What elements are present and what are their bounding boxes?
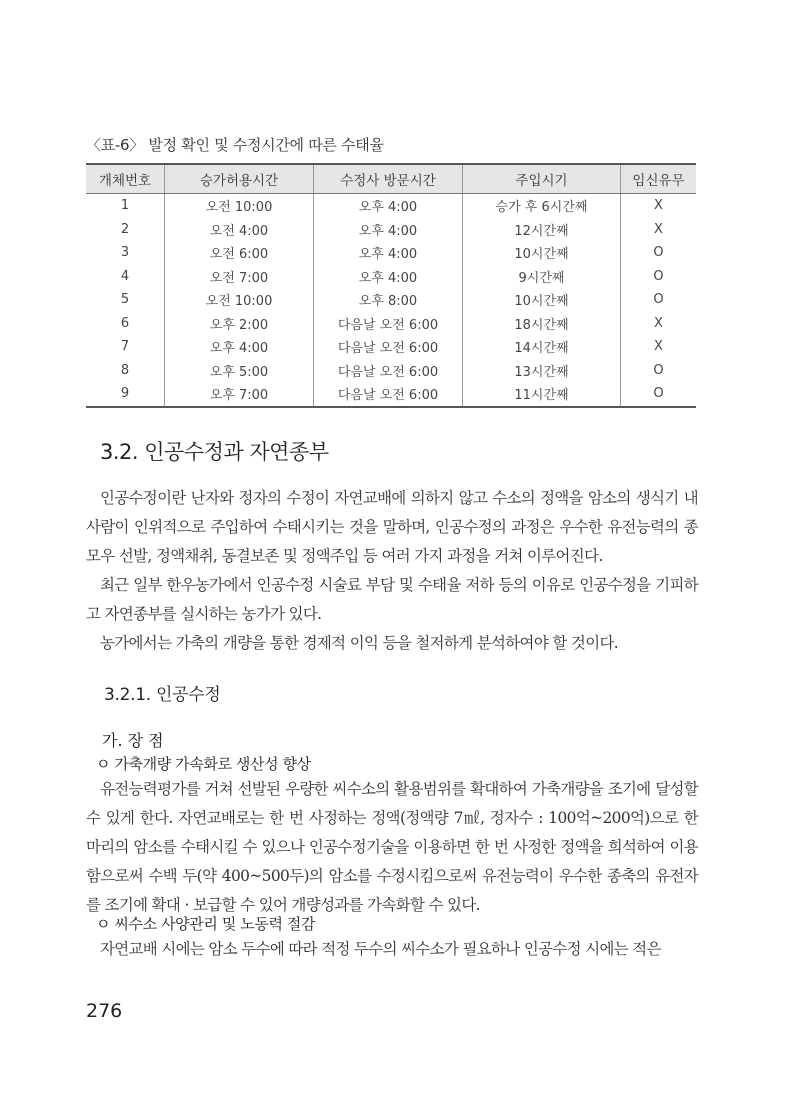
table-cell: 11시간째	[463, 382, 621, 407]
table-cell: X	[621, 194, 697, 218]
table-cell: 13시간째	[463, 359, 621, 383]
table-cell: O	[621, 382, 697, 407]
subsection-heading: 3.2.1. 인공수정	[104, 685, 221, 705]
table-cell: X	[621, 312, 697, 336]
table-cell: O	[621, 241, 697, 265]
col-header: 임신유무	[621, 164, 697, 194]
col-header: 개체번호	[86, 164, 165, 194]
table-cell: 오전 7:00	[165, 265, 314, 289]
paragraph-labor: 자연교배 시에는 암소 두수에 따라 적정 두수의 씨수소가 필요하나 인공수정 시에는 적은	[100, 940, 661, 958]
advantages-heading: 가. 장 점	[102, 731, 164, 750]
section-heading: 3.2. 인공수정과 자연종부	[100, 440, 329, 464]
table-cell: 10시간째	[463, 241, 621, 265]
col-header: 승가허용시간	[165, 164, 314, 194]
table-cell: 2	[120, 221, 130, 237]
table-cell: 오후 7:00	[165, 382, 314, 407]
table-cell: 4	[120, 268, 130, 284]
table-cell: 6	[120, 315, 130, 331]
table-cell: O	[621, 288, 697, 312]
table-cell: 다음날 오전 6:00	[314, 382, 463, 407]
table-cell: 오후 4:00	[314, 218, 463, 242]
table-cell: 7	[120, 339, 130, 355]
table-cell: 오전 6:00	[165, 241, 314, 265]
paragraph-definition: 인공수정이란 난자와 정자의 수정이 자연교배에 의하지 않고 수소의 정액을 암소의 생식기 내 사람이 인위적으로 주입하여 수태시키는 것을 말하며, 인공수정의 과정은 우수한 유전능력의 종모우 선발, 정액채취, 동결보존 및 정액주입 등 여러 가지 과정을 거쳐 이루어진다.	[86, 489, 698, 565]
table-row	[86, 194, 696, 218]
table-cell: 승가 후 6시간째	[463, 194, 621, 218]
paragraph-analysis: 농가에서는 가축의 개량을 통한 경제적 이익 등을 철저하게 분석하여야 할 것이다.	[100, 634, 619, 652]
table-header-row	[86, 164, 696, 194]
table-cell: O	[621, 359, 697, 383]
table-cell: X	[621, 335, 697, 359]
paragraph-productivity: 유전능력평가를 거쳐 선발된 우량한 씨수소의 활용범위를 확대하여 가축개량을 조기에 달성할 수 있게 한다. 자연교배로는 한 번 사정하는 정액(정액량 7㎖, 정자수 : 100억~200억)으로 한 마리의 암소를 수태시킬 수 있으나 인공수정기술을 이용하면 한 번 사정한 정액을 희석하여 이용함으로써 수백 두(약 400~500두)의 암소를 수정시킴으로써 유전능력이 우수한 종축의 유전자를 조기에 확대 · 보급할 수 있어 개량성과를 가속화할 수 있다.	[86, 780, 698, 914]
table-cell: 오후 4:00	[314, 241, 463, 265]
table-cell: 9	[120, 386, 130, 402]
table-cell: 1	[120, 198, 130, 214]
bullet-heading-labor: ㅇ 씨수소 사양관리 및 노동력 절감	[96, 915, 316, 933]
conception-rate-table	[86, 163, 696, 408]
table-cell: 3	[120, 245, 130, 261]
table-row	[86, 241, 696, 265]
table-cell: O	[621, 265, 697, 289]
paragraph-recent: 최근 일부 한우농가에서 인공수정 시술료 부담 및 수태율 저하 등의 이유로 인공수정을 기피하고 자연종부를 실시하는 농가가 있다.	[86, 576, 698, 623]
table-cell: 오후 4:00	[314, 265, 463, 289]
table-cell: 14시간째	[463, 335, 621, 359]
table-row	[86, 312, 696, 336]
table-cell: 다음날 오전 6:00	[314, 312, 463, 336]
table-cell: 오후 8:00	[314, 288, 463, 312]
table-row	[86, 382, 696, 407]
page-number: 276	[86, 1000, 123, 1022]
table-cell: 12시간째	[463, 218, 621, 242]
table-cell: 9시간째	[463, 265, 621, 289]
table-row	[86, 288, 696, 312]
table-cell: 5	[120, 292, 130, 308]
table-cell: 오전 10:00	[165, 194, 314, 218]
table-row	[86, 218, 696, 242]
table-cell: 18시간째	[463, 312, 621, 336]
table-cell: 오후 2:00	[165, 312, 314, 336]
table-row	[86, 359, 696, 383]
table-cell: 오후 5:00	[165, 359, 314, 383]
table-cell: X	[621, 218, 697, 242]
table-cell: 다음날 오전 6:00	[314, 359, 463, 383]
col-header: 주입시기	[463, 164, 621, 194]
table-cell: 오후 4:00	[165, 335, 314, 359]
table-cell: 다음날 오전 6:00	[314, 335, 463, 359]
table-cell: 10시간째	[463, 288, 621, 312]
table-caption: 〈표-6〉 발정 확인 및 수정시간에 따른 수태율	[86, 136, 384, 154]
table-row	[86, 265, 696, 289]
table-cell: 오전 10:00	[165, 288, 314, 312]
table-cell: 오후 4:00	[314, 194, 463, 218]
table-cell: 오전 4:00	[165, 218, 314, 242]
bullet-heading-productivity: ㅇ 가축개량 가속화로 생산성 향상	[96, 755, 311, 773]
table-cell: 8	[120, 362, 130, 378]
table-row	[86, 335, 696, 359]
col-header: 수정사 방문시간	[314, 164, 463, 194]
